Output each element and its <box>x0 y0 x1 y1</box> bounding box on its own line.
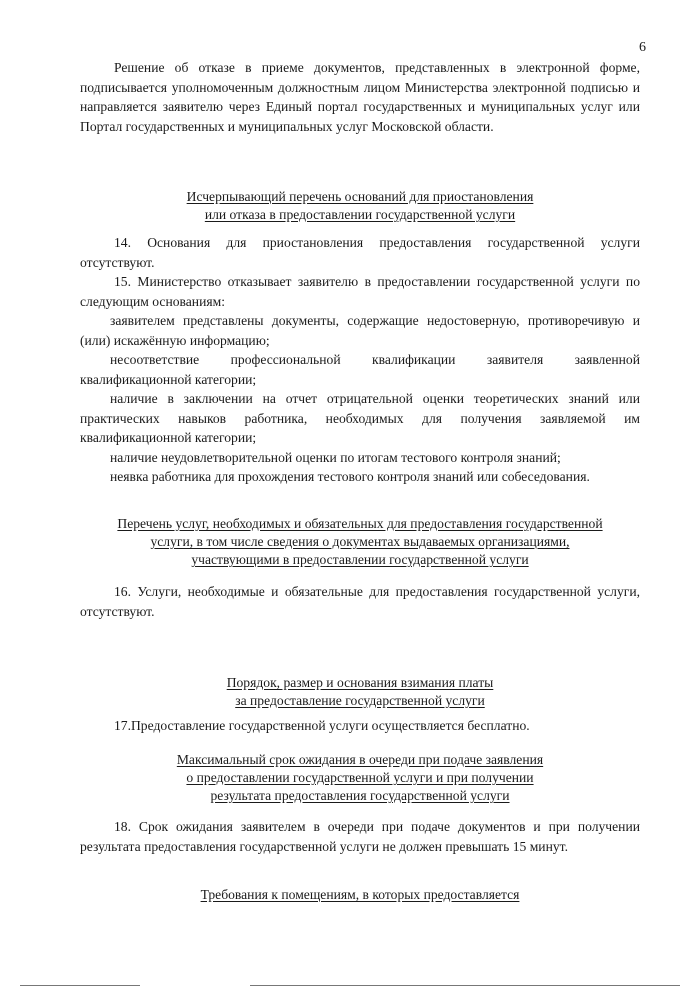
scan-artifact-line <box>250 985 680 986</box>
heading-line: Перечень услуг, необходимых и обязательных для предоставления государственной <box>117 516 603 531</box>
heading-line: Максимальный срок ожидания в очереди при подаче заявления <box>176 752 544 767</box>
section-body-required-services <box>80 582 640 621</box>
heading-line: услуги, в том числе сведения о документах выдаваемых организациями, <box>150 534 570 549</box>
list-item: наличие неудовлетворительной оценки по итогам тестового контроля знаний; <box>110 449 561 465</box>
paragraph-17: 17.Предоставление государственной услуги осуществляется бесплатно. <box>114 718 530 733</box>
heading-line: или отказа в предоставлении государственной услуги <box>204 207 516 222</box>
section-heading-premises <box>80 886 640 904</box>
section-body-waiting-time <box>80 817 640 856</box>
section-heading-refusal-grounds <box>80 188 640 224</box>
paragraph-14: 14. Основания для приостановления предоставления государственной услуги отсутствуют. <box>80 235 640 270</box>
section-heading-required-services <box>80 515 640 569</box>
page-number: 6 <box>639 40 646 55</box>
heading-line: Требования к помещениям, в которых предоставляется <box>200 887 520 902</box>
section-heading-waiting-time <box>80 751 640 805</box>
heading-line: результата предоставления государственной услуги <box>210 788 510 803</box>
heading-line: участвующими в предоставлении государственной услуги <box>191 552 529 567</box>
section-body-refusal-grounds <box>80 233 640 487</box>
heading-line: о предоставлении государственной услуги и при получении <box>186 770 534 785</box>
intro-block <box>80 58 640 136</box>
heading-line: за предоставление государственной услуги <box>235 693 485 708</box>
scan-artifact-line <box>20 985 140 986</box>
list-item: наличие в заключении на отчет отрицательной оценки теоретических знаний или практических навыков работника, необходимых для получения заявляемой им квалификационной категории; <box>80 391 640 445</box>
heading-line: Исчерпывающий перечень оснований для приостановления <box>186 189 534 204</box>
paragraph-18: 18. Срок ожидания заявителем в очереди при подаче документов и при получении результата предоставления государственной услуги не должен превышать 15 минут. <box>80 819 640 854</box>
intro-paragraph: Решение об отказе в приеме документов, представленных в электронной форме, подписывается уполномоченным должностным лицом Министерства электронной подписью и направляется заявителю через Единый портал государственных и муниципальных услуг или Портал государственных и муниципальных услуг Московской области. <box>80 60 640 134</box>
list-item: неявка работника для прохождения тестового контроля знаний или собеседования. <box>110 469 590 484</box>
list-item: заявителем представлены документы, содержащие недостоверную, противоречивую и (или) искажённую информацию; <box>80 313 640 348</box>
paragraph-15: 15. Министерство отказывает заявителю в предоставлении государственной услуги по следующим основаниям: <box>80 274 640 309</box>
heading-line: Порядок, размер и основания взимания платы <box>226 675 494 690</box>
paragraph-16: 16. Услуги, необходимые и обязательные для предоставления государственной услуги, отсутствуют. <box>80 584 640 619</box>
list-item: несоответствие профессиональной квалификации заявителя заявленной квалификационной категории; <box>80 352 640 387</box>
section-heading-fees <box>80 674 640 710</box>
section-body-fees <box>80 716 640 736</box>
